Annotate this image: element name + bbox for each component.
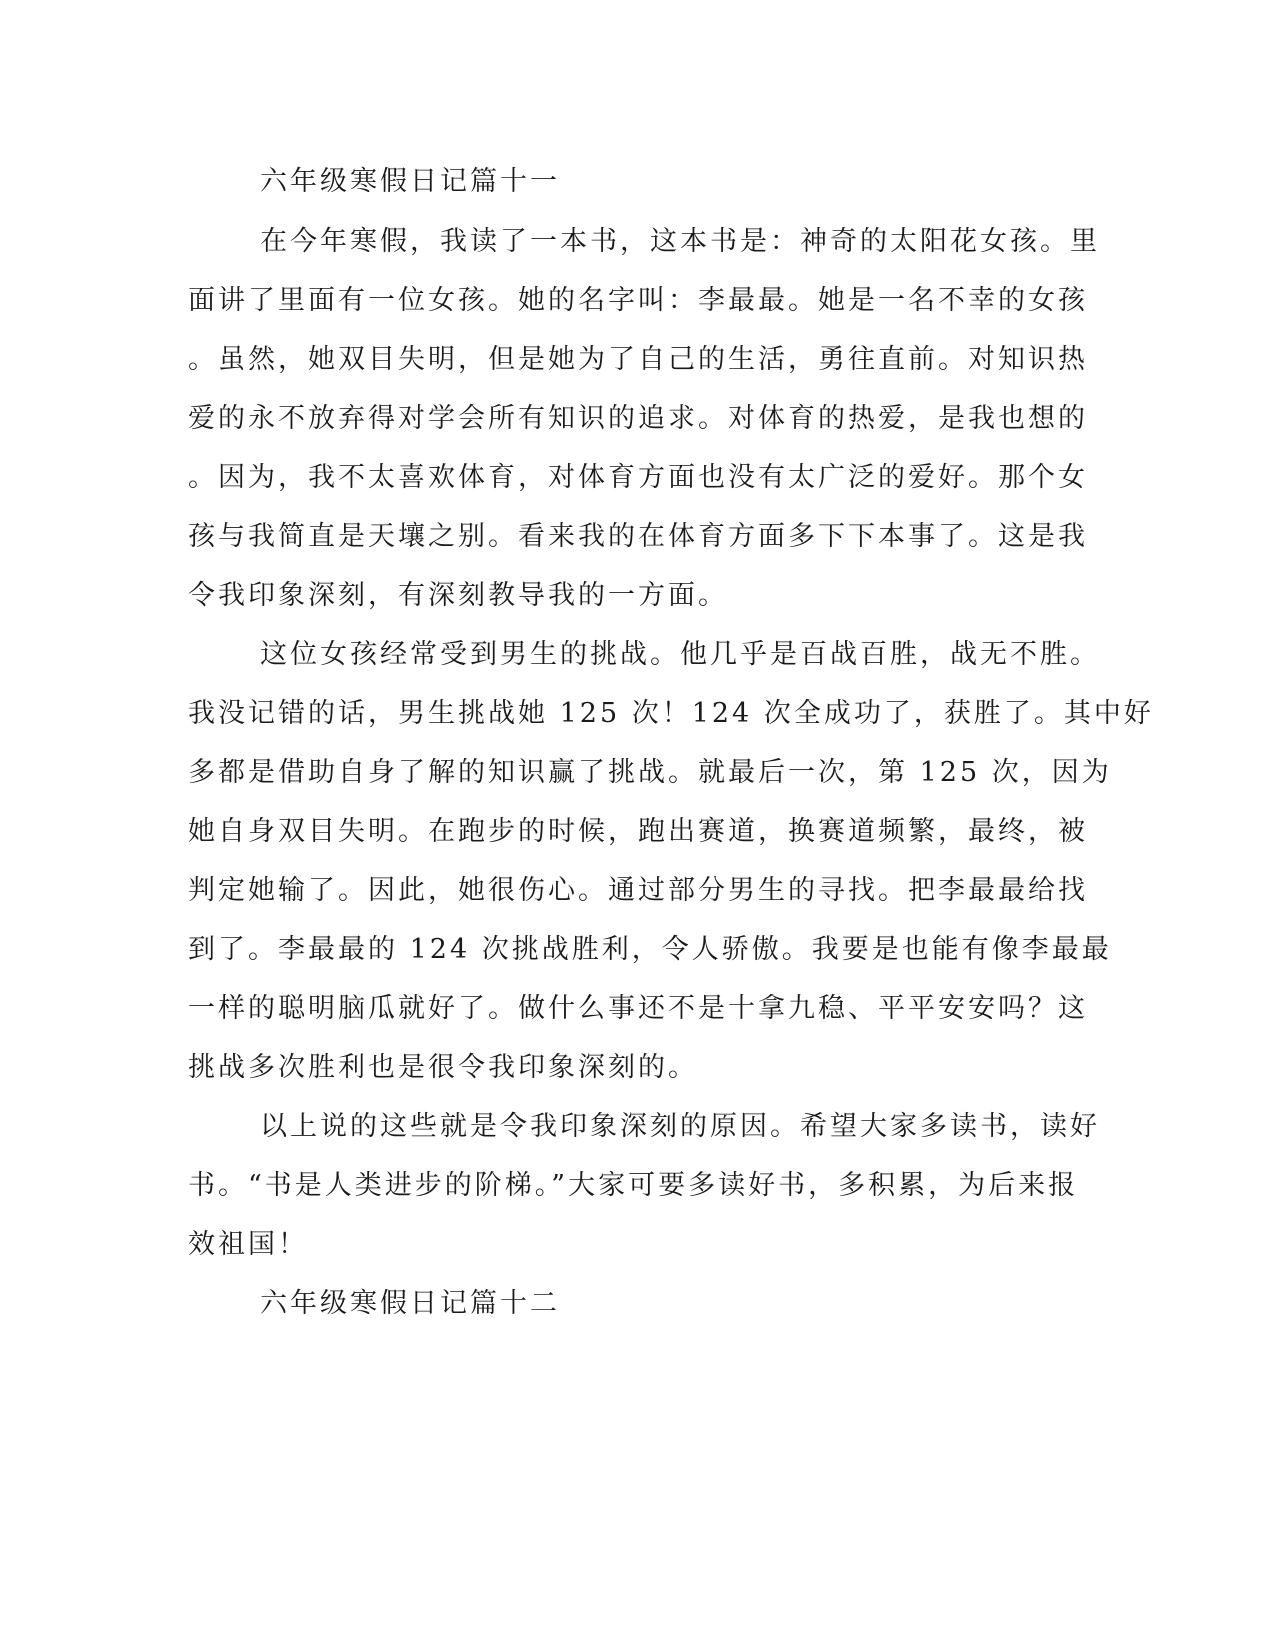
paragraph-line: 书。“书是人类进步的阶梯。”大家可要多读好书，多积累，为后来报 — [188, 1170, 1079, 1201]
paragraph-line: 令我印象深刻，有深刻教导我的一方面。 — [188, 580, 728, 611]
paragraph-line: 效祖国！ — [188, 1229, 308, 1260]
diary-heading-eleven: 六年级寒假日记篇十一 — [260, 166, 560, 197]
paragraph-line: 在今年寒假，我读了一本书，这本书是：神奇的太阳花女孩。里 — [260, 226, 1100, 257]
paragraph-line: 判定她输了。因此，她很伤心。通过部分男生的寻找。把李最最给找 — [188, 875, 1088, 906]
paragraph-line: 孩与我简直是天壤之别。看来我的在体育方面多下下本事了。这是我 — [188, 521, 1088, 552]
paragraph-line: 。虽然，她双目失明，但是她为了自己的生活，勇往直前。对知识热 — [188, 344, 1088, 375]
paragraph-line: 挑战多次胜利也是很令我印象深刻的。 — [188, 1052, 698, 1083]
paragraph-line: 多都是借助自身了解的知识赢了挑战。就最后一次，第 125 次，因为 — [188, 757, 1112, 788]
paragraph-line: 我没记错的话，男生挑战她 125 次！124 次全成功了，获胜了。其中好 — [188, 698, 1154, 729]
paragraph-line: 爱的永不放弃得对学会所有知识的追求。对体育的热爱，是我也想的 — [188, 403, 1088, 434]
paragraph-line: 。因为，我不太喜欢体育，对体育方面也没有太广泛的爱好。那个女 — [188, 462, 1088, 493]
paragraph-line: 一样的聪明脑瓜就好了。做什么事还不是十拿九稳、平平安安吗？这 — [188, 993, 1088, 1024]
paragraph-line: 她自身双目失明。在跑步的时候，跑出赛道，换赛道频繁，最终，被 — [188, 816, 1088, 847]
paragraph-line: 这位女孩经常受到男生的挑战。他几乎是百战百胜，战无不胜。 — [260, 639, 1100, 670]
diary-heading-twelve: 六年级寒假日记篇十二 — [260, 1288, 560, 1319]
paragraph-line: 以上说的这些就是令我印象深刻的原因。希望大家多读书，读好 — [260, 1111, 1100, 1142]
paragraph-line: 到了。李最最的 124 次挑战胜利，令人骄傲。我要是也能有像李最最 — [188, 934, 1112, 965]
paragraph-line: 面讲了里面有一位女孩。她的名字叫：李最最。她是一名不幸的女孩 — [188, 285, 1088, 316]
